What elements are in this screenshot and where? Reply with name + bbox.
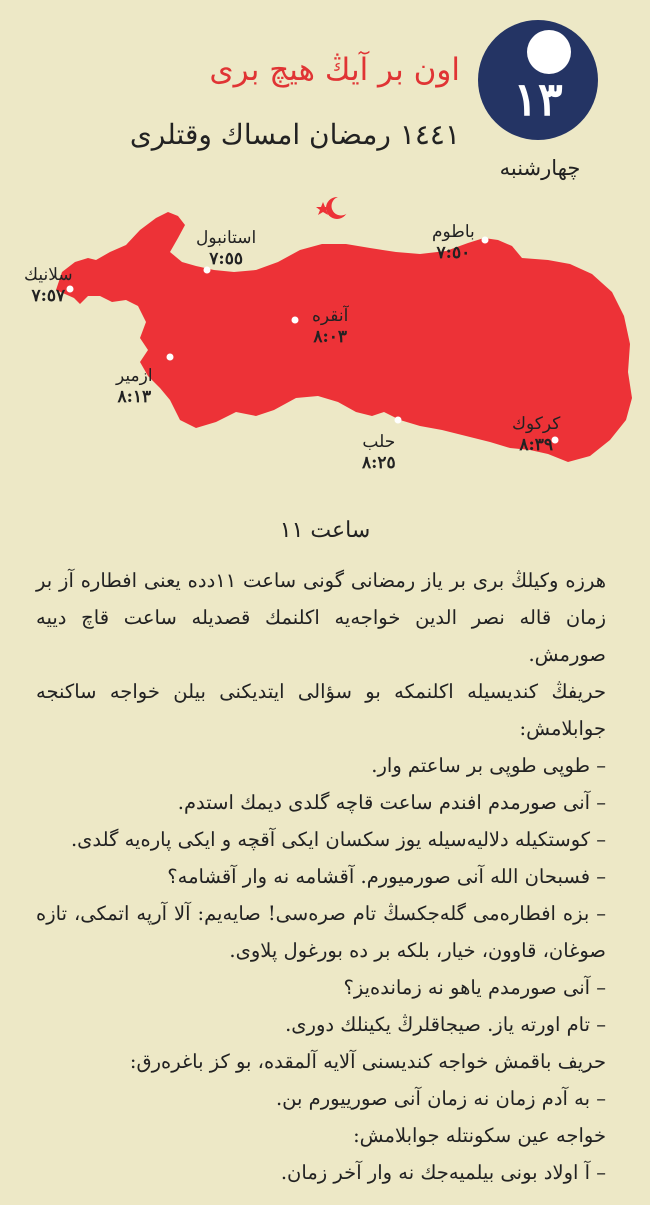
story-paragraph: حریف باقمش خواجه كندیسنی آلایه آلمقده، بو كز باغره‌رق: (129, 1050, 606, 1073)
story-paragraph: هرزه وكیلڭ بری بر یاز رمضانی گونی ساعت ١١دده یعنی افطاره آز بر زمان قاله نصر الدین خواجه‌یه اكلنمك قصدیله ساعت قاچ دییه صورمش. (36, 569, 606, 666)
city-marker-halep (395, 417, 402, 424)
story-paragraph: – آ اولاد بونی بیلمیه‌جك نه وار آخر زمان. (280, 1161, 606, 1184)
page-subtitle: ١٤٤١ رمضان امساك وقتلری (129, 118, 460, 151)
story-paragraph: – فسبحان الله آنی صورمیورم. آقشامه نه وار آقشامه؟ (167, 865, 606, 888)
city-label-batum: باطوم ٧:٥٠ (432, 222, 475, 264)
story-paragraph: – به آدم زمان نه زمان آنی صورییورم بن. (275, 1087, 606, 1110)
story-paragraph: – تام اورته یاز. صیجاقلرڭ یكینلك دوری. (285, 1013, 606, 1036)
story-body (36, 562, 606, 1191)
story-title: ساعت ١١ (279, 518, 371, 543)
city-marker-izmir (167, 354, 174, 361)
city-label-istanbul: استانبول ٧:٥٥ (196, 228, 257, 270)
city-label-ankara: آنقره ٨:٠٣ (312, 306, 349, 348)
story-paragraph: – آنی صورمدم افندم ساعت قاچه گلدی دیمك استدم. (177, 791, 606, 814)
story-paragraph: – كوستكیله دلالیه‌سیله یوز سكسان ایكی آقچه و ایكی پاره‌یه گلدی. (70, 828, 606, 851)
weekday-label: چهارشنبه (499, 156, 581, 180)
story-paragraph: – آنی صورمدم یاهو نه زمانده‌یز؟ (343, 976, 606, 999)
day-number: ١٣ (513, 72, 563, 126)
story-paragraph: خواجه عین سكونتله جوابلامش: (353, 1124, 606, 1147)
city-marker-batum (482, 237, 489, 244)
story-paragraph: حریفڭ كندیسیله اكلنمكه بو سؤالی ایتدیكنی بیلن خواجه ساكنجه جوابلامش: (36, 680, 606, 740)
city-label-kerkuk: كركوك ٨:٣٩ (512, 414, 561, 456)
crescent-star-icon (316, 197, 351, 220)
page-title: اون بر آیڭ هیچ بری (209, 52, 460, 88)
city-label-halep: حلب ٨:٢٥ (362, 432, 396, 474)
story-paragraph: – بزه افطاره‌می گله‌جكسڭ تام صره‌سی! صایه‌یم: آلا آرپه اتمكی، تازه صوغان، قاوون، خیار، بلكه بر ده بورغول پلاوی. (36, 902, 606, 962)
story-paragraph: – طوپی طوپی بر ساعتم وار. (371, 754, 606, 777)
city-label-selanik: سلانیك ٧:٥٧ (24, 265, 73, 307)
city-marker-ankara (292, 317, 299, 324)
moon-icon (527, 30, 571, 74)
city-label-izmir: ازمیر ٨:١٣ (116, 366, 153, 408)
